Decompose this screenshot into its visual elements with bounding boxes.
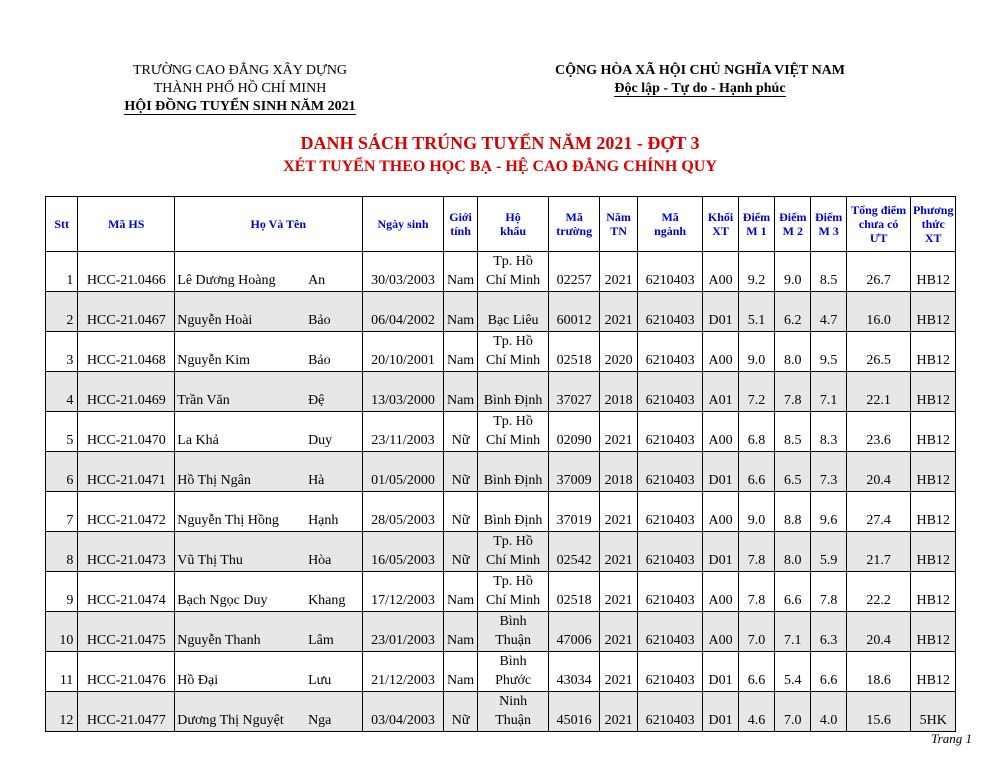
cell-gioi-tinh: Nữ bbox=[443, 492, 477, 532]
cell-ma-nganh: 6210403 bbox=[637, 252, 703, 292]
cell-m3: 4.7 bbox=[811, 292, 846, 332]
cell-ho-khau: Bình Định bbox=[478, 372, 549, 412]
cell-ma-truong: 37027 bbox=[548, 372, 600, 412]
cell-tong: 20.4 bbox=[846, 612, 911, 652]
admission-table bbox=[45, 196, 956, 732]
table-row bbox=[46, 692, 956, 732]
cell-stt: 6 bbox=[46, 452, 78, 492]
cell-nam-tn: 2021 bbox=[600, 692, 637, 732]
cell-ho: Hồ Đại bbox=[175, 652, 306, 692]
cell-khoi: A00 bbox=[703, 572, 738, 612]
cell-ho-khau: Bình Thuận bbox=[478, 612, 549, 652]
cell-ten: An bbox=[306, 252, 363, 292]
table-row bbox=[46, 292, 956, 332]
cell-ma-truong: 02518 bbox=[548, 332, 600, 372]
cell-ma-truong: 02090 bbox=[548, 412, 600, 452]
cell-stt: 9 bbox=[46, 572, 78, 612]
cell-phuong-thuc: HB12 bbox=[911, 612, 956, 652]
table-row bbox=[46, 572, 956, 612]
cell-m3: 7.8 bbox=[811, 572, 846, 612]
cell-ho-khau: Tp. Hồ Chí Minh bbox=[478, 572, 549, 612]
document-title: DANH SÁCH TRÚNG TUYỂN NĂM 2021 - ĐỢT 3 bbox=[300, 133, 700, 153]
cell-khoi: A01 bbox=[703, 372, 738, 412]
cell-tong: 18.6 bbox=[846, 652, 911, 692]
cell-khoi: A00 bbox=[703, 492, 738, 532]
col-header-nam-tn: Năm TN bbox=[600, 197, 637, 252]
school-city: THÀNH PHỐ HỒ CHÍ MINH bbox=[153, 81, 327, 96]
cell-ho-khau: Bạc Liêu bbox=[478, 292, 549, 332]
cell-ma-hs: HCC-21.0476 bbox=[78, 652, 175, 692]
cell-m1: 5.1 bbox=[738, 292, 774, 332]
cell-khoi: D01 bbox=[703, 652, 738, 692]
cell-ma-nganh: 6210403 bbox=[637, 532, 703, 572]
cell-m3: 8.3 bbox=[811, 412, 846, 452]
cell-gioi-tinh: Nam bbox=[443, 332, 477, 372]
cell-nam-tn: 2018 bbox=[600, 452, 637, 492]
council-name: HỘI ĐỒNG TUYỂN SINH NĂM 2021 bbox=[124, 99, 356, 114]
cell-stt: 10 bbox=[46, 612, 78, 652]
cell-m1: 7.2 bbox=[738, 372, 774, 412]
cell-khoi: D01 bbox=[703, 692, 738, 732]
cell-ma-hs: HCC-21.0468 bbox=[78, 332, 175, 372]
cell-ma-nganh: 6210403 bbox=[637, 692, 703, 732]
cell-m1: 9.0 bbox=[738, 492, 774, 532]
cell-nam-tn: 2021 bbox=[600, 532, 637, 572]
cell-ho-khau: Bình Định bbox=[478, 492, 549, 532]
cell-m2: 9.0 bbox=[775, 252, 811, 292]
cell-ngay-sinh: 17/12/2003 bbox=[363, 572, 444, 612]
cell-phuong-thuc: HB12 bbox=[911, 572, 956, 612]
table-row bbox=[46, 532, 956, 572]
cell-m1: 6.6 bbox=[738, 652, 774, 692]
cell-m3: 6.3 bbox=[811, 612, 846, 652]
cell-ho: Nguyễn Thị Hồng bbox=[175, 492, 306, 532]
cell-ten: Hòa bbox=[306, 532, 363, 572]
cell-ten: Đệ bbox=[306, 372, 363, 412]
table-row bbox=[46, 652, 956, 692]
cell-gioi-tinh: Nữ bbox=[443, 452, 477, 492]
cell-ma-hs: HCC-21.0466 bbox=[78, 252, 175, 292]
cell-m1: 9.2 bbox=[738, 252, 774, 292]
cell-ngay-sinh: 30/03/2003 bbox=[363, 252, 444, 292]
cell-ho: Bạch Ngọc Duy bbox=[175, 572, 306, 612]
cell-ma-truong: 43034 bbox=[548, 652, 600, 692]
cell-ma-hs: HCC-21.0473 bbox=[78, 532, 175, 572]
col-header-ma-truong: Mã trường bbox=[548, 197, 600, 252]
col-header-gioi-tinh: Giới tính bbox=[443, 197, 477, 252]
cell-tong: 26.5 bbox=[846, 332, 911, 372]
cell-ho-khau: Tp. Hồ Chí Minh bbox=[478, 532, 549, 572]
cell-phuong-thuc: HB12 bbox=[911, 252, 956, 292]
cell-ma-nganh: 6210403 bbox=[637, 492, 703, 532]
cell-ho-khau: Tp. Hồ Chí Minh bbox=[478, 412, 549, 452]
cell-ngay-sinh: 28/05/2003 bbox=[363, 492, 444, 532]
cell-ten: Duy bbox=[306, 412, 363, 452]
cell-m1: 7.8 bbox=[738, 572, 774, 612]
motto: Độc lập - Tự do - Hạnh phúc bbox=[614, 81, 786, 96]
cell-ma-truong: 45016 bbox=[548, 692, 600, 732]
cell-gioi-tinh: Nam bbox=[443, 292, 477, 332]
cell-ho: Nguyễn Kim bbox=[175, 332, 306, 372]
cell-nam-tn: 2021 bbox=[600, 612, 637, 652]
cell-ngay-sinh: 23/01/2003 bbox=[363, 612, 444, 652]
cell-stt: 1 bbox=[46, 252, 78, 292]
cell-tong: 23.6 bbox=[846, 412, 911, 452]
cell-m1: 4.6 bbox=[738, 692, 774, 732]
cell-khoi: A00 bbox=[703, 412, 738, 452]
cell-m3: 5.9 bbox=[811, 532, 846, 572]
cell-tong: 20.4 bbox=[846, 452, 911, 492]
cell-ma-nganh: 6210403 bbox=[637, 372, 703, 412]
col-header-khoi-xt: Khối XT bbox=[703, 197, 738, 252]
country-name: CỘNG HÒA XÃ HỘI CHỦ NGHĨA VIỆT NAM bbox=[554, 63, 845, 78]
cell-nam-tn: 2021 bbox=[600, 492, 637, 532]
cell-ho: Dương Thị Nguyệt bbox=[175, 692, 306, 732]
cell-ma-truong: 47006 bbox=[548, 612, 600, 652]
cell-m1: 7.0 bbox=[738, 612, 774, 652]
cell-khoi: D01 bbox=[703, 452, 738, 492]
cell-nam-tn: 2021 bbox=[600, 412, 637, 452]
cell-ma-hs: HCC-21.0467 bbox=[78, 292, 175, 332]
cell-ma-truong: 60012 bbox=[548, 292, 600, 332]
cell-gioi-tinh: Nữ bbox=[443, 692, 477, 732]
cell-m2: 8.0 bbox=[775, 532, 811, 572]
table-row bbox=[46, 332, 956, 372]
cell-ma-truong: 37019 bbox=[548, 492, 600, 532]
table-header-row bbox=[46, 197, 956, 252]
cell-phuong-thuc: HB12 bbox=[911, 532, 956, 572]
cell-ngay-sinh: 16/05/2003 bbox=[363, 532, 444, 572]
cell-gioi-tinh: Nữ bbox=[443, 412, 477, 452]
cell-ma-hs: HCC-21.0477 bbox=[78, 692, 175, 732]
cell-tong: 15.6 bbox=[846, 692, 911, 732]
cell-m3: 7.1 bbox=[811, 372, 846, 412]
col-header-blank bbox=[306, 197, 363, 252]
cell-ho-khau: Bình Phước bbox=[478, 652, 549, 692]
cell-nam-tn: 2021 bbox=[600, 652, 637, 692]
cell-ten: Hà bbox=[306, 452, 363, 492]
cell-nam-tn: 2021 bbox=[600, 252, 637, 292]
col-header-tong-diem: Tổng điểm chưa có ƯT bbox=[846, 197, 911, 252]
cell-ho: Hồ Thị Ngân bbox=[175, 452, 306, 492]
cell-ho: Lê Dương Hoàng bbox=[175, 252, 306, 292]
col-header-diem-m1: Điểm M 1 bbox=[738, 197, 774, 252]
cell-ma-truong: 02542 bbox=[548, 532, 600, 572]
cell-gioi-tinh: Nam bbox=[443, 572, 477, 612]
cell-ngay-sinh: 03/04/2003 bbox=[363, 692, 444, 732]
cell-gioi-tinh: Nam bbox=[443, 612, 477, 652]
cell-m2: 8.0 bbox=[775, 332, 811, 372]
table-row bbox=[46, 412, 956, 452]
cell-ngay-sinh: 21/12/2003 bbox=[363, 652, 444, 692]
table-row bbox=[46, 252, 956, 292]
school-name: TRƯỜNG CAO ĐẲNG XÂY DỰNG bbox=[132, 63, 348, 78]
cell-ma-nganh: 6210403 bbox=[637, 572, 703, 612]
cell-khoi: A00 bbox=[703, 252, 738, 292]
cell-phuong-thuc: HB12 bbox=[911, 372, 956, 412]
cell-m3: 8.5 bbox=[811, 252, 846, 292]
col-header-ma-nganh: Mã ngành bbox=[637, 197, 703, 252]
cell-phuong-thuc: HB12 bbox=[911, 412, 956, 452]
cell-stt: 5 bbox=[46, 412, 78, 452]
cell-phuong-thuc: HB12 bbox=[911, 452, 956, 492]
page-number: Trang 1 bbox=[931, 731, 972, 746]
cell-ma-hs: HCC-21.0471 bbox=[78, 452, 175, 492]
cell-phuong-thuc: 5HK bbox=[911, 692, 956, 732]
cell-phuong-thuc: HB12 bbox=[911, 332, 956, 372]
cell-ten: Lưu bbox=[306, 652, 363, 692]
cell-stt: 7 bbox=[46, 492, 78, 532]
col-header-ho-va-ten: Họ Và Tên bbox=[175, 197, 306, 252]
cell-tong: 27.4 bbox=[846, 492, 911, 532]
cell-stt: 4 bbox=[46, 372, 78, 412]
cell-ngay-sinh: 20/10/2001 bbox=[363, 332, 444, 372]
cell-m1: 9.0 bbox=[738, 332, 774, 372]
cell-ma-truong: 02257 bbox=[548, 252, 600, 292]
cell-m1: 6.8 bbox=[738, 412, 774, 452]
cell-tong: 21.7 bbox=[846, 532, 911, 572]
cell-khoi: D01 bbox=[703, 292, 738, 332]
cell-gioi-tinh: Nam bbox=[443, 252, 477, 292]
cell-m2: 6.5 bbox=[775, 452, 811, 492]
cell-m1: 7.8 bbox=[738, 532, 774, 572]
cell-m2: 7.8 bbox=[775, 372, 811, 412]
cell-ma-nganh: 6210403 bbox=[637, 412, 703, 452]
cell-gioi-tinh: Nam bbox=[443, 372, 477, 412]
cell-ho-khau: Tp. Hồ Chí Minh bbox=[478, 252, 549, 292]
cell-phuong-thuc: HB12 bbox=[911, 652, 956, 692]
cell-tong: 22.2 bbox=[846, 572, 911, 612]
cell-khoi: D01 bbox=[703, 532, 738, 572]
cell-tong: 16.0 bbox=[846, 292, 911, 332]
cell-m2: 7.1 bbox=[775, 612, 811, 652]
col-header-ma-hs: Mã HS bbox=[78, 197, 175, 252]
cell-m2: 8.8 bbox=[775, 492, 811, 532]
cell-ma-nganh: 6210403 bbox=[637, 292, 703, 332]
cell-m3: 7.3 bbox=[811, 452, 846, 492]
cell-ma-truong: 02518 bbox=[548, 572, 600, 612]
cell-ngay-sinh: 01/05/2000 bbox=[363, 452, 444, 492]
cell-ma-hs: HCC-21.0470 bbox=[78, 412, 175, 452]
national-header bbox=[520, 62, 880, 98]
cell-nam-tn: 2020 bbox=[600, 332, 637, 372]
cell-m2: 5.4 bbox=[775, 652, 811, 692]
cell-gioi-tinh: Nam bbox=[443, 652, 477, 692]
cell-ho: Vũ Thị Thu bbox=[175, 532, 306, 572]
cell-m1: 6.6 bbox=[738, 452, 774, 492]
cell-khoi: A00 bbox=[703, 332, 738, 372]
cell-ma-truong: 37009 bbox=[548, 452, 600, 492]
cell-ma-nganh: 6210403 bbox=[637, 332, 703, 372]
cell-stt: 12 bbox=[46, 692, 78, 732]
cell-ma-nganh: 6210403 bbox=[637, 652, 703, 692]
cell-m2: 8.5 bbox=[775, 412, 811, 452]
cell-tong: 26.7 bbox=[846, 252, 911, 292]
cell-ngay-sinh: 06/04/2002 bbox=[363, 292, 444, 332]
cell-ho-khau: Bình Định bbox=[478, 452, 549, 492]
cell-ma-hs: HCC-21.0469 bbox=[78, 372, 175, 412]
cell-ngay-sinh: 13/03/2000 bbox=[363, 372, 444, 412]
cell-ho: Nguyễn Thanh bbox=[175, 612, 306, 652]
cell-ten: Nga bbox=[306, 692, 363, 732]
cell-m3: 9.6 bbox=[811, 492, 846, 532]
cell-m2: 7.0 bbox=[775, 692, 811, 732]
cell-khoi: A00 bbox=[703, 612, 738, 652]
cell-ma-hs: HCC-21.0474 bbox=[78, 572, 175, 612]
cell-ten: Bảo bbox=[306, 332, 363, 372]
cell-tong: 22.1 bbox=[846, 372, 911, 412]
cell-ten: Bảo bbox=[306, 292, 363, 332]
col-header-ngay-sinh: Ngày sinh bbox=[363, 197, 444, 252]
cell-ho: La Khả bbox=[175, 412, 306, 452]
cell-m3: 9.5 bbox=[811, 332, 846, 372]
col-header-diem-m3: Điểm M 3 bbox=[811, 197, 846, 252]
cell-nam-tn: 2021 bbox=[600, 572, 637, 612]
cell-ngay-sinh: 23/11/2003 bbox=[363, 412, 444, 452]
cell-m3: 4.0 bbox=[811, 692, 846, 732]
cell-gioi-tinh: Nữ bbox=[443, 532, 477, 572]
table-row bbox=[46, 612, 956, 652]
cell-stt: 2 bbox=[46, 292, 78, 332]
cell-ma-nganh: 6210403 bbox=[637, 612, 703, 652]
cell-ten: Lâm bbox=[306, 612, 363, 652]
col-header-ho-khau: Hộ khẩu bbox=[478, 197, 549, 252]
document-subtitle: XÉT TUYỂN THEO HỌC BẠ - HỆ CAO ĐẲNG CHÍNH QUY bbox=[283, 158, 717, 175]
cell-stt: 8 bbox=[46, 532, 78, 572]
school-header bbox=[95, 62, 385, 116]
cell-ma-hs: HCC-21.0472 bbox=[78, 492, 175, 532]
table-row bbox=[46, 372, 956, 412]
cell-ten: Khang bbox=[306, 572, 363, 612]
cell-m2: 6.2 bbox=[775, 292, 811, 332]
cell-nam-tn: 2018 bbox=[600, 372, 637, 412]
cell-ho: Nguyễn Hoài bbox=[175, 292, 306, 332]
cell-ho-khau: Tp. Hồ Chí Minh bbox=[478, 332, 549, 372]
cell-ho: Trần Văn bbox=[175, 372, 306, 412]
col-header-diem-m2: Điểm M 2 bbox=[775, 197, 811, 252]
table-row bbox=[46, 492, 956, 532]
cell-m2: 6.6 bbox=[775, 572, 811, 612]
cell-nam-tn: 2021 bbox=[600, 292, 637, 332]
cell-ma-nganh: 6210403 bbox=[637, 452, 703, 492]
col-header-phuong-thuc: Phương thức XT bbox=[911, 197, 956, 252]
cell-stt: 3 bbox=[46, 332, 78, 372]
cell-stt: 11 bbox=[46, 652, 78, 692]
col-header-stt: Stt bbox=[46, 197, 78, 252]
cell-ho-khau: Ninh Thuận bbox=[478, 692, 549, 732]
cell-ma-hs: HCC-21.0475 bbox=[78, 612, 175, 652]
table-row bbox=[46, 452, 956, 492]
cell-ten: Hạnh bbox=[306, 492, 363, 532]
cell-phuong-thuc: HB12 bbox=[911, 292, 956, 332]
cell-m3: 6.6 bbox=[811, 652, 846, 692]
cell-phuong-thuc: HB12 bbox=[911, 492, 956, 532]
